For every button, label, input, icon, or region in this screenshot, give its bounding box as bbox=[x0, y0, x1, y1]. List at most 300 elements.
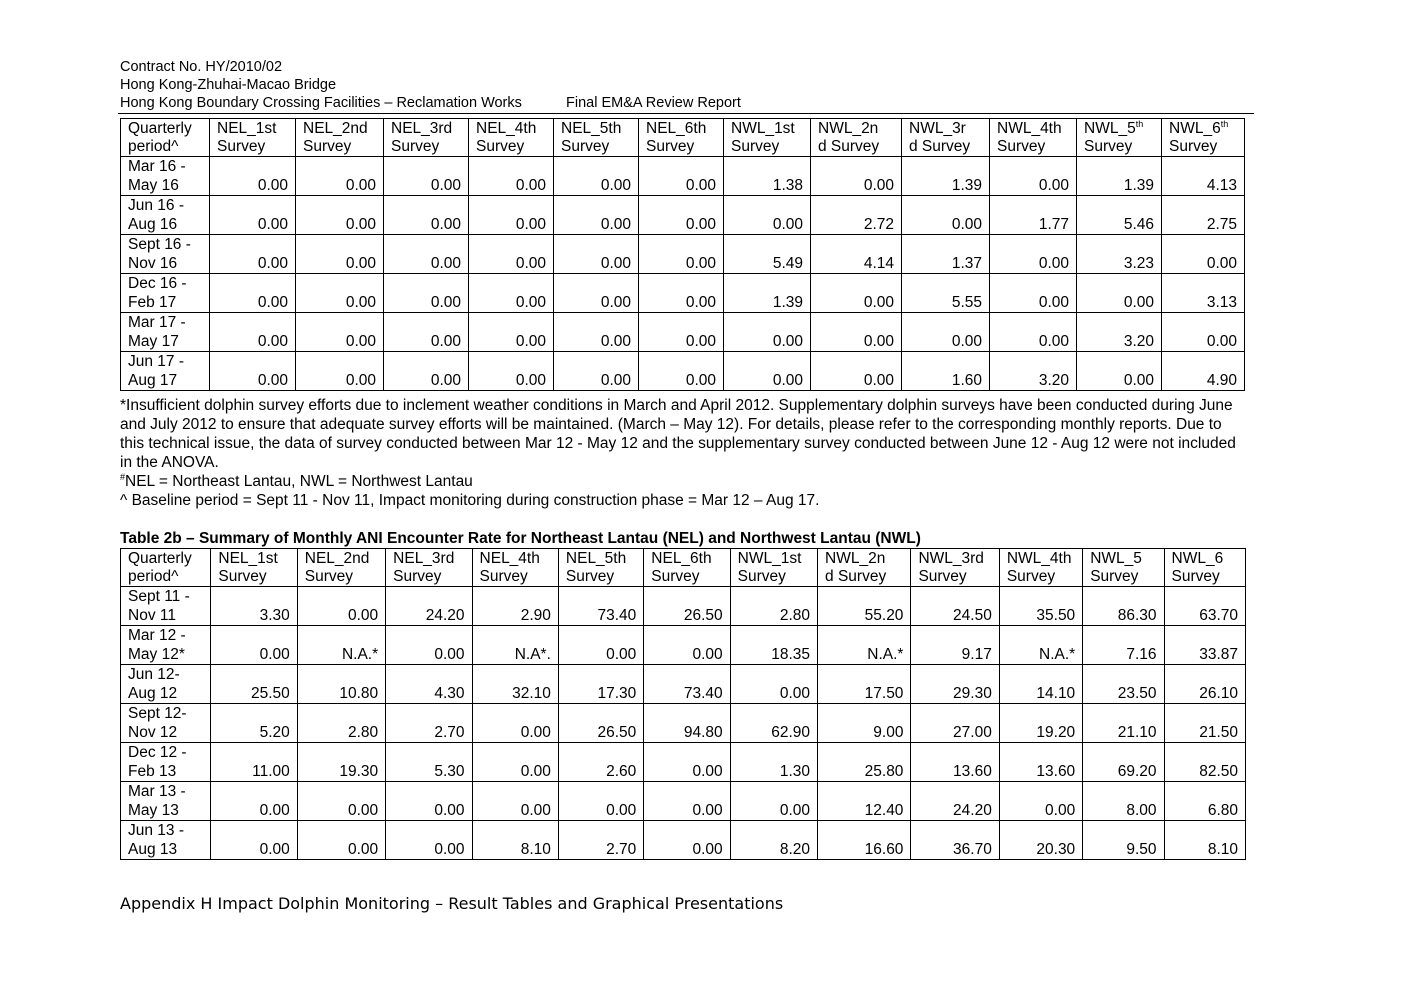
value-cell: 0.00 bbox=[472, 704, 558, 743]
header-line: NEL_4th bbox=[479, 550, 540, 567]
table-row bbox=[121, 274, 1245, 313]
header-line: Quarterly bbox=[128, 550, 192, 567]
value-cell: 0.00 bbox=[210, 313, 296, 352]
header-line: NEL_2nd bbox=[303, 120, 368, 137]
header-line: NEL_3rd bbox=[393, 550, 455, 567]
header-line: Survey bbox=[561, 138, 610, 155]
period-start: Dec 12 - bbox=[128, 744, 187, 761]
period-end: Feb 13 bbox=[128, 763, 177, 780]
value-cell: 0.00 bbox=[811, 352, 902, 391]
note-abbreviations-text: NEL = Northeast Lantau, NWL = Northwest Lantau bbox=[125, 473, 473, 490]
value-cell: 0.00 bbox=[384, 352, 469, 391]
value-cell: 2.72 bbox=[811, 196, 902, 235]
header-line: d Survey bbox=[825, 568, 887, 585]
value-cell: 0.00 bbox=[644, 821, 730, 860]
value-cell: 0.00 bbox=[210, 196, 296, 235]
header-line: NEL_6th bbox=[651, 550, 712, 567]
value-cell: 9.00 bbox=[818, 704, 911, 743]
value-cell: 0.00 bbox=[296, 313, 384, 352]
value-cell: 0.00 bbox=[1077, 274, 1162, 313]
value-cell: 0.00 bbox=[469, 274, 554, 313]
header-line: NWL_1st bbox=[737, 550, 802, 567]
header-line: NEL_5th bbox=[565, 550, 627, 567]
value-cell: 0.00 bbox=[210, 274, 296, 313]
header-line: Survey bbox=[304, 568, 354, 585]
header-line: d Survey bbox=[909, 138, 971, 155]
column-header bbox=[999, 549, 1082, 587]
header-line: Survey bbox=[393, 568, 442, 585]
value-cell: 13.60 bbox=[999, 743, 1082, 782]
value-cell: 5.20 bbox=[211, 704, 297, 743]
column-header bbox=[1077, 119, 1162, 157]
column-header bbox=[730, 549, 817, 587]
table-notes bbox=[120, 396, 1250, 510]
column-header-period bbox=[121, 549, 211, 587]
value-cell: 55.20 bbox=[818, 587, 911, 626]
header-line: NWL_4th bbox=[997, 120, 1062, 137]
value-cell: 17.30 bbox=[558, 665, 643, 704]
value-cell: 2.70 bbox=[386, 704, 472, 743]
column-header bbox=[911, 549, 999, 587]
page-footer: Appendix H Impact Dolphin Monitoring – Result Tables and Graphical Presentations bbox=[120, 894, 784, 913]
header-line: Quarterly bbox=[128, 120, 192, 137]
value-cell: 73.40 bbox=[644, 665, 730, 704]
value-cell: N.A.* bbox=[999, 626, 1082, 665]
value-cell: 1.38 bbox=[724, 157, 811, 196]
header-line: NEL_1st bbox=[217, 120, 277, 137]
period-start: Mar 17 - bbox=[128, 314, 186, 331]
header-line: period^ bbox=[128, 138, 179, 155]
table-row bbox=[121, 704, 1246, 743]
value-cell: 0.00 bbox=[384, 157, 469, 196]
value-cell: 0.00 bbox=[990, 157, 1077, 196]
value-cell: 9.50 bbox=[1083, 821, 1164, 860]
value-cell: 0.00 bbox=[386, 821, 472, 860]
column-header bbox=[384, 119, 469, 157]
value-cell: 0.00 bbox=[558, 782, 643, 821]
column-header bbox=[469, 119, 554, 157]
value-cell: 0.00 bbox=[1162, 235, 1245, 274]
value-cell: 0.00 bbox=[210, 352, 296, 391]
value-cell: 1.39 bbox=[724, 274, 811, 313]
value-cell: 6.80 bbox=[1164, 782, 1245, 821]
value-cell: 0.00 bbox=[644, 782, 730, 821]
value-cell: 2.90 bbox=[472, 587, 558, 626]
value-cell: 0.00 bbox=[384, 235, 469, 274]
value-cell: 18.35 bbox=[730, 626, 817, 665]
header-line: Survey bbox=[651, 568, 700, 585]
period-end: May 16 bbox=[128, 177, 179, 194]
value-cell: 4.13 bbox=[1162, 157, 1245, 196]
column-header bbox=[644, 549, 730, 587]
column-header bbox=[297, 549, 385, 587]
value-cell: 1.39 bbox=[1077, 157, 1162, 196]
value-cell: 23.50 bbox=[1083, 665, 1164, 704]
value-cell: 12.40 bbox=[818, 782, 911, 821]
value-cell: 0.00 bbox=[639, 274, 724, 313]
value-cell: 0.00 bbox=[210, 235, 296, 274]
header-line: NWL_5 bbox=[1090, 550, 1142, 567]
value-cell: 0.00 bbox=[639, 352, 724, 391]
value-cell: 3.20 bbox=[1077, 313, 1162, 352]
period-cell bbox=[121, 821, 211, 860]
value-cell: 0.00 bbox=[472, 782, 558, 821]
column-header-period bbox=[121, 119, 210, 157]
value-cell: 0.00 bbox=[724, 313, 811, 352]
value-cell: 26.50 bbox=[558, 704, 643, 743]
value-cell: 33.87 bbox=[1164, 626, 1245, 665]
period-start: Sept 16 - bbox=[128, 236, 191, 253]
column-header bbox=[811, 119, 902, 157]
value-cell: 0.00 bbox=[211, 626, 297, 665]
period-start: Jun 17 - bbox=[128, 353, 185, 370]
value-cell: 0.00 bbox=[469, 157, 554, 196]
value-cell: 0.00 bbox=[1162, 313, 1245, 352]
period-end: Aug 17 bbox=[128, 372, 178, 389]
period-end: Aug 13 bbox=[128, 841, 178, 858]
value-cell: 2.60 bbox=[558, 743, 643, 782]
period-start: Jun 16 - bbox=[128, 197, 185, 214]
period-start: Sept 12- bbox=[128, 705, 187, 722]
period-start: Mar 12 - bbox=[128, 627, 186, 644]
period-end: Nov 12 bbox=[128, 724, 178, 741]
value-cell: 0.00 bbox=[210, 157, 296, 196]
value-cell: 4.14 bbox=[811, 235, 902, 274]
value-cell: 62.90 bbox=[730, 704, 817, 743]
value-cell: 0.00 bbox=[554, 274, 639, 313]
note-hash-mark: # bbox=[120, 471, 126, 482]
value-cell: 0.00 bbox=[554, 313, 639, 352]
period-cell bbox=[121, 587, 211, 626]
table-2b-monthly-ani bbox=[120, 548, 1246, 860]
value-cell: 1.30 bbox=[730, 743, 817, 782]
header-line: Survey bbox=[217, 138, 266, 155]
value-cell: 1.37 bbox=[902, 235, 990, 274]
header-line: Survey bbox=[391, 138, 440, 155]
value-cell: 0.00 bbox=[811, 157, 902, 196]
value-cell: 2.80 bbox=[730, 587, 817, 626]
value-cell: 0.00 bbox=[990, 313, 1077, 352]
period-cell bbox=[121, 196, 210, 235]
value-cell: 1.77 bbox=[990, 196, 1077, 235]
table-row bbox=[121, 821, 1246, 860]
value-cell: 1.39 bbox=[902, 157, 990, 196]
header-line: NEL_6th bbox=[646, 120, 707, 137]
table-row bbox=[121, 313, 1245, 352]
value-cell: N.A*. bbox=[472, 626, 558, 665]
header-line: Survey bbox=[997, 138, 1046, 155]
value-cell: 0.00 bbox=[558, 626, 643, 665]
period-cell bbox=[121, 313, 210, 352]
value-cell: 3.30 bbox=[211, 587, 297, 626]
value-cell: 0.00 bbox=[296, 274, 384, 313]
header-line: Survey bbox=[1006, 568, 1056, 585]
header-line: Survey bbox=[479, 568, 528, 585]
value-cell: 0.00 bbox=[469, 313, 554, 352]
value-cell: 24.20 bbox=[386, 587, 472, 626]
project-name: Hong Kong-Zhuhai-Macao Bridge bbox=[120, 77, 337, 93]
value-cell: 0.00 bbox=[811, 313, 902, 352]
value-cell: 26.50 bbox=[644, 587, 730, 626]
header-line: Survey bbox=[918, 568, 967, 585]
value-cell: 0.00 bbox=[902, 313, 990, 352]
header-line: Survey bbox=[1084, 138, 1133, 155]
value-cell: 27.00 bbox=[911, 704, 999, 743]
value-cell: 73.40 bbox=[558, 587, 643, 626]
column-header bbox=[554, 119, 639, 157]
header-line: NEL_3rd bbox=[391, 120, 453, 137]
value-cell: 82.50 bbox=[1164, 743, 1245, 782]
column-header bbox=[558, 549, 643, 587]
table-row bbox=[121, 157, 1245, 196]
header-line: Survey bbox=[565, 568, 615, 585]
value-cell: 5.55 bbox=[902, 274, 990, 313]
value-cell: 0.00 bbox=[554, 352, 639, 391]
value-cell: 32.10 bbox=[472, 665, 558, 704]
period-end: May 13 bbox=[128, 802, 179, 819]
value-cell: 0.00 bbox=[724, 196, 811, 235]
period-cell bbox=[121, 626, 211, 665]
value-cell: 24.20 bbox=[911, 782, 999, 821]
value-cell: 26.10 bbox=[1164, 665, 1245, 704]
value-cell: 0.00 bbox=[384, 196, 469, 235]
value-cell: 36.70 bbox=[911, 821, 999, 860]
period-end: Nov 11 bbox=[128, 607, 176, 624]
column-header bbox=[1083, 549, 1164, 587]
header-line: NWL_3r bbox=[909, 120, 966, 137]
header-line: Survey bbox=[646, 138, 695, 155]
value-cell: 5.46 bbox=[1077, 196, 1162, 235]
table-row bbox=[121, 665, 1246, 704]
value-cell: 24.50 bbox=[911, 587, 999, 626]
value-cell: 0.00 bbox=[296, 352, 384, 391]
table-quarterly-encounter-upper bbox=[120, 118, 1245, 391]
period-end: Aug 12 bbox=[128, 685, 178, 702]
column-header bbox=[724, 119, 811, 157]
header-line: d Survey bbox=[818, 138, 880, 155]
value-cell: 10.80 bbox=[297, 665, 385, 704]
header-line: Survey bbox=[1090, 568, 1139, 585]
header-line: Survey bbox=[1171, 568, 1220, 585]
header-line: Survey bbox=[476, 138, 525, 155]
table-row bbox=[121, 352, 1245, 391]
header-line: period^ bbox=[128, 568, 179, 585]
value-cell: N.A.* bbox=[297, 626, 385, 665]
value-cell: 29.30 bbox=[911, 665, 999, 704]
value-cell: 0.00 bbox=[730, 665, 817, 704]
value-cell: 0.00 bbox=[296, 196, 384, 235]
value-cell: 0.00 bbox=[639, 157, 724, 196]
value-cell: 3.23 bbox=[1077, 235, 1162, 274]
value-cell: 0.00 bbox=[811, 274, 902, 313]
period-start: Dec 16 - bbox=[128, 275, 187, 292]
table-2b-caption: Table 2b – Summary of Monthly ANI Encounter Rate for Northeast Lantau (NEL) and Northwest Lantau (NWL) bbox=[120, 530, 921, 547]
note-insufficient-effort: *Insufficient dolphin survey efforts due to inclement weather conditions in March and April 2012. Supplementary dolphin surveys have been conducted during June and July 2012 to ensure that adequate survey efforts will be maintained. (March – May 12). For details, please refer to the corresponding monthly reports. Due to this technical issue, the data of survey conducted between Mar 12 - May 12 and the supplementary survey conducted between June 12 - Aug 12 were not included in the ANOVA. bbox=[120, 397, 1236, 471]
value-cell: 0.00 bbox=[730, 782, 817, 821]
column-header bbox=[1162, 119, 1245, 157]
value-cell: 25.50 bbox=[211, 665, 297, 704]
value-cell: 0.00 bbox=[554, 235, 639, 274]
document-header bbox=[120, 58, 741, 112]
value-cell: 0.00 bbox=[472, 743, 558, 782]
period-start: Jun 13 - bbox=[128, 822, 185, 839]
value-cell: 2.70 bbox=[558, 821, 643, 860]
value-cell: 21.10 bbox=[1083, 704, 1164, 743]
value-cell: 11.00 bbox=[211, 743, 297, 782]
header-line: NEL_2nd bbox=[304, 550, 370, 567]
value-cell: 0.00 bbox=[644, 743, 730, 782]
header-line: NEL_4th bbox=[476, 120, 537, 137]
period-cell bbox=[121, 352, 210, 391]
value-cell: 0.00 bbox=[386, 782, 472, 821]
value-cell: 4.30 bbox=[386, 665, 472, 704]
value-cell: 0.00 bbox=[999, 782, 1082, 821]
value-cell: 63.70 bbox=[1164, 587, 1245, 626]
period-end: Aug 16 bbox=[128, 216, 178, 233]
header-line: NWL_2n bbox=[818, 120, 879, 137]
header-line: NWL_1st bbox=[731, 120, 795, 137]
value-cell: 0.00 bbox=[297, 587, 385, 626]
value-cell: 94.80 bbox=[644, 704, 730, 743]
value-cell: 0.00 bbox=[469, 196, 554, 235]
value-cell: 14.10 bbox=[999, 665, 1082, 704]
period-end: May 17 bbox=[128, 333, 179, 350]
value-cell: 0.00 bbox=[297, 821, 385, 860]
period-end: Nov 16 bbox=[128, 255, 178, 272]
header-superscript: th bbox=[1220, 118, 1229, 129]
value-cell: 2.80 bbox=[297, 704, 385, 743]
value-cell: 7.16 bbox=[1083, 626, 1164, 665]
header-line: NWL_4th bbox=[1006, 550, 1072, 567]
column-header bbox=[1164, 549, 1245, 587]
value-cell: 86.30 bbox=[1083, 587, 1164, 626]
column-header bbox=[472, 549, 558, 587]
value-cell: 20.30 bbox=[999, 821, 1082, 860]
column-header bbox=[386, 549, 472, 587]
table-row bbox=[121, 626, 1246, 665]
value-cell: 19.20 bbox=[999, 704, 1082, 743]
period-cell bbox=[121, 274, 210, 313]
header-rule bbox=[118, 113, 1254, 114]
note-abbreviations bbox=[120, 472, 1250, 491]
value-cell: 8.20 bbox=[730, 821, 817, 860]
value-cell: 21.50 bbox=[1164, 704, 1245, 743]
period-end: Feb 17 bbox=[128, 294, 177, 311]
table-row bbox=[121, 782, 1246, 821]
header-line: NEL_5th bbox=[561, 120, 622, 137]
header-line: NWL_2n bbox=[825, 550, 886, 567]
period-start: Jun 12- bbox=[128, 666, 180, 683]
column-header bbox=[210, 119, 296, 157]
value-cell: 0.00 bbox=[639, 313, 724, 352]
value-cell: 0.00 bbox=[469, 352, 554, 391]
table-row bbox=[121, 196, 1245, 235]
value-cell: 4.90 bbox=[1162, 352, 1245, 391]
table-header-row bbox=[121, 549, 1246, 587]
period-cell bbox=[121, 235, 210, 274]
value-cell: 0.00 bbox=[297, 782, 385, 821]
value-cell: 8.10 bbox=[472, 821, 558, 860]
value-cell: N.A.* bbox=[818, 626, 911, 665]
table-header-row bbox=[121, 119, 1245, 157]
value-cell: 0.00 bbox=[990, 235, 1077, 274]
column-header bbox=[990, 119, 1077, 157]
value-cell: 35.50 bbox=[999, 587, 1082, 626]
value-cell: 25.80 bbox=[818, 743, 911, 782]
value-cell: 2.75 bbox=[1162, 196, 1245, 235]
contract-number: Contract No. HY/2010/02 bbox=[120, 59, 283, 75]
value-cell: 0.00 bbox=[639, 196, 724, 235]
period-start: Mar 16 - bbox=[128, 158, 186, 175]
value-cell: 0.00 bbox=[554, 157, 639, 196]
report-title: Final EM&A Review Report bbox=[566, 95, 741, 111]
value-cell: 5.30 bbox=[386, 743, 472, 782]
column-header bbox=[639, 119, 724, 157]
header-line: Survey bbox=[303, 138, 352, 155]
value-cell: 0.00 bbox=[211, 821, 297, 860]
value-cell: 8.10 bbox=[1164, 821, 1245, 860]
period-start: Mar 13 - bbox=[128, 783, 186, 800]
column-header bbox=[296, 119, 384, 157]
table-row bbox=[121, 235, 1245, 274]
value-cell: 0.00 bbox=[211, 782, 297, 821]
note-baseline-period: ^ Baseline period = Sept 11 - Nov 11, Impact monitoring during construction phase = Mar 12 – Aug 17. bbox=[120, 492, 820, 509]
value-cell: 0.00 bbox=[990, 274, 1077, 313]
header-line: NWL_3rd bbox=[918, 550, 984, 567]
table-row bbox=[121, 587, 1246, 626]
period-end: May 12* bbox=[128, 646, 185, 663]
period-cell bbox=[121, 704, 211, 743]
value-cell: 16.60 bbox=[818, 821, 911, 860]
value-cell: 0.00 bbox=[724, 352, 811, 391]
header-line: Survey bbox=[1169, 138, 1218, 155]
period-cell bbox=[121, 782, 211, 821]
value-cell: 3.13 bbox=[1162, 274, 1245, 313]
value-cell: 3.20 bbox=[990, 352, 1077, 391]
value-cell: 0.00 bbox=[639, 235, 724, 274]
value-cell: 0.00 bbox=[469, 235, 554, 274]
value-cell: 0.00 bbox=[554, 196, 639, 235]
value-cell: 13.60 bbox=[911, 743, 999, 782]
column-header bbox=[818, 549, 911, 587]
header-line: Survey bbox=[731, 138, 780, 155]
value-cell: 0.00 bbox=[384, 313, 469, 352]
value-cell: 1.60 bbox=[902, 352, 990, 391]
table-row bbox=[121, 743, 1246, 782]
header-line: NWL_6 bbox=[1171, 550, 1224, 567]
header-line: NWL_6 bbox=[1169, 120, 1221, 137]
value-cell: 0.00 bbox=[1077, 352, 1162, 391]
value-cell: 0.00 bbox=[296, 235, 384, 274]
period-cell bbox=[121, 743, 211, 782]
value-cell: 0.00 bbox=[644, 626, 730, 665]
header-line: NEL_1st bbox=[218, 550, 278, 567]
value-cell: 0.00 bbox=[386, 626, 472, 665]
value-cell: 19.30 bbox=[297, 743, 385, 782]
works-name: Hong Kong Boundary Crossing Facilities – Reclamation Works bbox=[120, 95, 522, 111]
value-cell: 0.00 bbox=[902, 196, 990, 235]
header-line: NWL_5 bbox=[1084, 120, 1136, 137]
period-cell bbox=[121, 157, 210, 196]
header-line: Survey bbox=[737, 568, 786, 585]
header-line: Survey bbox=[218, 568, 267, 585]
value-cell: 0.00 bbox=[296, 157, 384, 196]
value-cell: 0.00 bbox=[384, 274, 469, 313]
value-cell: 9.17 bbox=[911, 626, 999, 665]
value-cell: 17.50 bbox=[818, 665, 911, 704]
value-cell: 5.49 bbox=[724, 235, 811, 274]
period-cell bbox=[121, 665, 211, 704]
